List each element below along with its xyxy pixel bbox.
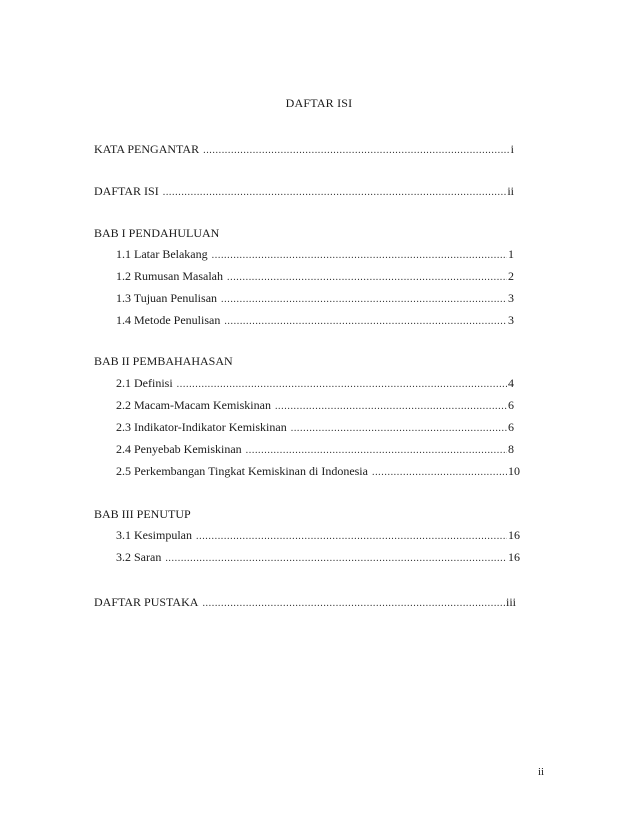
toc-entry-page: 4 — [508, 376, 514, 390]
dot-leader — [246, 443, 507, 459]
toc-entry-label: DAFTAR ISI — [94, 184, 159, 198]
toc-entry-daftar-pustaka — [94, 594, 516, 610]
toc-entry-1-1 — [116, 246, 514, 262]
dot-leader — [275, 399, 507, 415]
chapter-heading-bab3: BAB III PENUTUP — [94, 507, 191, 521]
toc-entry-page: ii — [507, 184, 514, 198]
dot-leader — [177, 377, 507, 393]
toc-entry-page: 16 — [508, 550, 520, 564]
toc-entry-2-5 — [116, 463, 520, 479]
toc-entry-page: 16 — [508, 528, 520, 542]
dot-leader — [372, 465, 507, 481]
toc-entry-1-4 — [116, 312, 514, 328]
toc-entry-label: 2.4 Penyebab Kemiskinan — [116, 442, 242, 456]
page-number: ii — [538, 766, 545, 778]
toc-entry-page: i — [510, 142, 514, 156]
dot-leader — [196, 529, 507, 545]
toc-entry-2-3 — [116, 419, 514, 435]
page-title: DAFTAR ISI — [285, 96, 353, 110]
dot-leader — [165, 551, 507, 567]
toc-entry-label: 3.2 Saran — [116, 550, 162, 564]
toc-entry-3-1 — [116, 527, 520, 543]
toc-entry-label: 1.1 Latar Belakang — [116, 247, 208, 261]
toc-entry-page: 1 — [508, 247, 514, 261]
toc-entry-daftar-isi — [94, 183, 514, 199]
dot-leader — [163, 185, 507, 201]
toc-entry-label: 2.1 Definisi — [116, 376, 173, 390]
toc-entry-label: KATA PENGANTAR — [94, 142, 200, 156]
chapter-heading-bab1: BAB I PENDAHULUAN — [94, 226, 220, 240]
toc-entry-page: 3 — [508, 291, 514, 305]
toc-entry-2-1 — [116, 375, 514, 391]
dot-leader — [212, 248, 507, 264]
toc-entry-page: 10 — [508, 464, 520, 478]
dot-leader — [203, 143, 510, 159]
toc-entry-label: DAFTAR PUSTAKA — [94, 595, 199, 609]
dot-leader — [291, 421, 507, 437]
dot-leader — [202, 596, 505, 612]
toc-entry-label: 1.2 Rumusan Masalah — [116, 269, 223, 283]
toc-entry-label: 2.2 Macam-Macam Kemiskinan — [116, 398, 271, 412]
toc-entry-2-4 — [116, 441, 514, 457]
toc-entry-kata-pengantar — [94, 141, 514, 157]
dot-leader — [221, 292, 507, 308]
toc-entry-3-2 — [116, 549, 520, 565]
toc-entry-page: 6 — [508, 420, 514, 434]
toc-entry-label: 1.4 Metode Penulisan — [116, 313, 221, 327]
toc-entry-1-3 — [116, 290, 514, 306]
toc-entry-label: 3.1 Kesimpulan — [116, 528, 192, 542]
toc-entry-page: 3 — [508, 313, 514, 327]
toc-entry-page: 8 — [508, 442, 514, 456]
toc-entry-label: 2.5 Perkembangan Tingkat Kemiskinan di Indonesia — [116, 464, 368, 478]
chapter-heading-bab2: BAB II PEMBAHAHASAN — [94, 354, 233, 368]
toc-entry-2-2 — [116, 397, 514, 413]
toc-entry-label: 2.3 Indikator-Indikator Kemiskinan — [116, 420, 287, 434]
toc-entry-page: iii — [505, 595, 516, 609]
dot-leader — [224, 314, 507, 330]
dot-leader — [227, 270, 507, 286]
toc-entry-1-2 — [116, 268, 514, 284]
toc-entry-page: 6 — [508, 398, 514, 412]
toc-entry-page: 2 — [508, 269, 514, 283]
toc-entry-label: 1.3 Tujuan Penulisan — [116, 291, 218, 305]
